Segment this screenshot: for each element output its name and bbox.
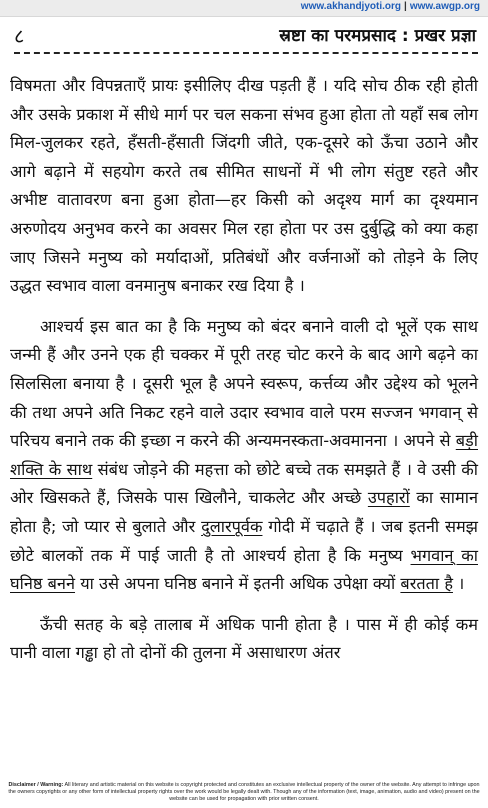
text-segment: गोदी में चढ़ाते हैं । जब इतनी समझ छोटे बालकों तक में पाई जाती है तो आश्चर्य होता है कि मनुष्य xyxy=(10,516,478,565)
text-segment: संबंध जोड़ने की महत्ता को छोटे बच्चे तक समझते हैं । वे उसी की ओर खिसकते हैं, जिसके पास खिलौने, चाकलेट और अच्छे xyxy=(10,459,478,508)
header-divider xyxy=(14,52,478,54)
page-number: ८ xyxy=(14,24,25,48)
text-segment: । xyxy=(452,574,465,594)
text-segment: आश्चर्य इस बात का है कि मनुष्य को बंदर बनाने वाली दो भूलें एक साथ जन्मी हैं और उनने एक ही चक्कर में पूरी तरह चोट करने के बाद आगे बढ़ने का सिलसिला बनाया है । दूसरी भूल है अपने स्वरूप, कर्त्तव्य और उद्देश्य को भूलने की तथा अपने अति निकट रहने वाले उदार स्वभाव वाले परम सज्जन भगवान् से परिचय बनाने तक की इच्छा न करने की अन्यमनस्कता-अवमानना । अपने से xyxy=(10,316,478,451)
disclaimer-text: All literary and artistic material on this website is copyright protected and constitutes an exclusive intellectual property of the owner of the website. Any attempt to infringe upon the owners copyrights or any other form of intellectual property rights over the work would be legally dealt with. Though any of the information (text, image, animation, audio and video) present on the website can be used for propagation with prior written consent. xyxy=(8,782,480,802)
text-segment: या उसे अपना घनिष्ठ बनाने में इतनी अधिक उपेक्षा क्यों xyxy=(75,574,401,594)
text-segment: विषमता और विपन्नताएँ प्रायः इसीलिए दीख पड़ती हैं । यदि सोच ठीक रही होती और उसके प्रकाश में सीधे मार्ग पर चल सकना संभव हुआ होता तो यहाँ सब लोग मिल-जुलकर रहते, हँसती-हँसाती जिंदगी जीते, एक-दूसरे को ऊँचा उठाने और आगे बढ़ाने में सहयोग करते तब सीमित साधनों में भी लोग संतुष्ट रहते और अभीष्ट वातावरण बना हुआ होता—हर किसी को अदृश्य मार्ग का दृश्यमान अरुणोदय अनुभव करने का अवसर मिल रहा होता पर उस दुर्बुद्धि को क्या कहा जाए जिसने मनुष्य को मर्यादाओं, प्रतिबंधों और वर्जनाओं को तोड़ने के लिए उद्धत स्वभाव वाला वनमानुष बनाकर रख दिया है । xyxy=(10,76,478,296)
underlined-phrase: बड़ी शक्ति के साथ xyxy=(10,431,478,479)
underlined-phrase: भगवान् का घनिष्ठ बनने xyxy=(10,545,478,594)
site-links xyxy=(301,1,480,12)
underlined-phrase: दुलारपूर्वक xyxy=(201,516,263,536)
copyright-disclaimer xyxy=(6,782,482,803)
underlined-phrase: बरतता है xyxy=(400,574,453,594)
page-header xyxy=(0,24,488,50)
site-header-bar xyxy=(0,0,488,17)
running-title: स्रष्टा का परमप्रसाद : प्रखर प्रज्ञा xyxy=(279,26,476,46)
underlined-phrase: उपहारों xyxy=(367,488,410,508)
paragraph-2 xyxy=(10,313,478,599)
paragraph-1 xyxy=(10,72,478,301)
awgp-link[interactable]: www.awgp.org xyxy=(409,1,480,12)
link-separator: | xyxy=(404,1,407,12)
akhandjyoti-link[interactable]: www.akhandjyoti.org xyxy=(300,1,401,12)
book-text xyxy=(10,72,478,680)
text-segment: का सामान होता है; जो प्यार से बुलाते और xyxy=(10,488,478,536)
paragraph-3 xyxy=(10,611,478,668)
disclaimer-label: Disclaimer / Warning: xyxy=(8,782,64,788)
text-segment: ऊँची सतह के बड़े तालाब में अधिक पानी होता है । पास में ही कोई कम पानी वाला गड्ढा हो तो दोनों की तुलना में असाधारण अंतर xyxy=(10,614,478,663)
